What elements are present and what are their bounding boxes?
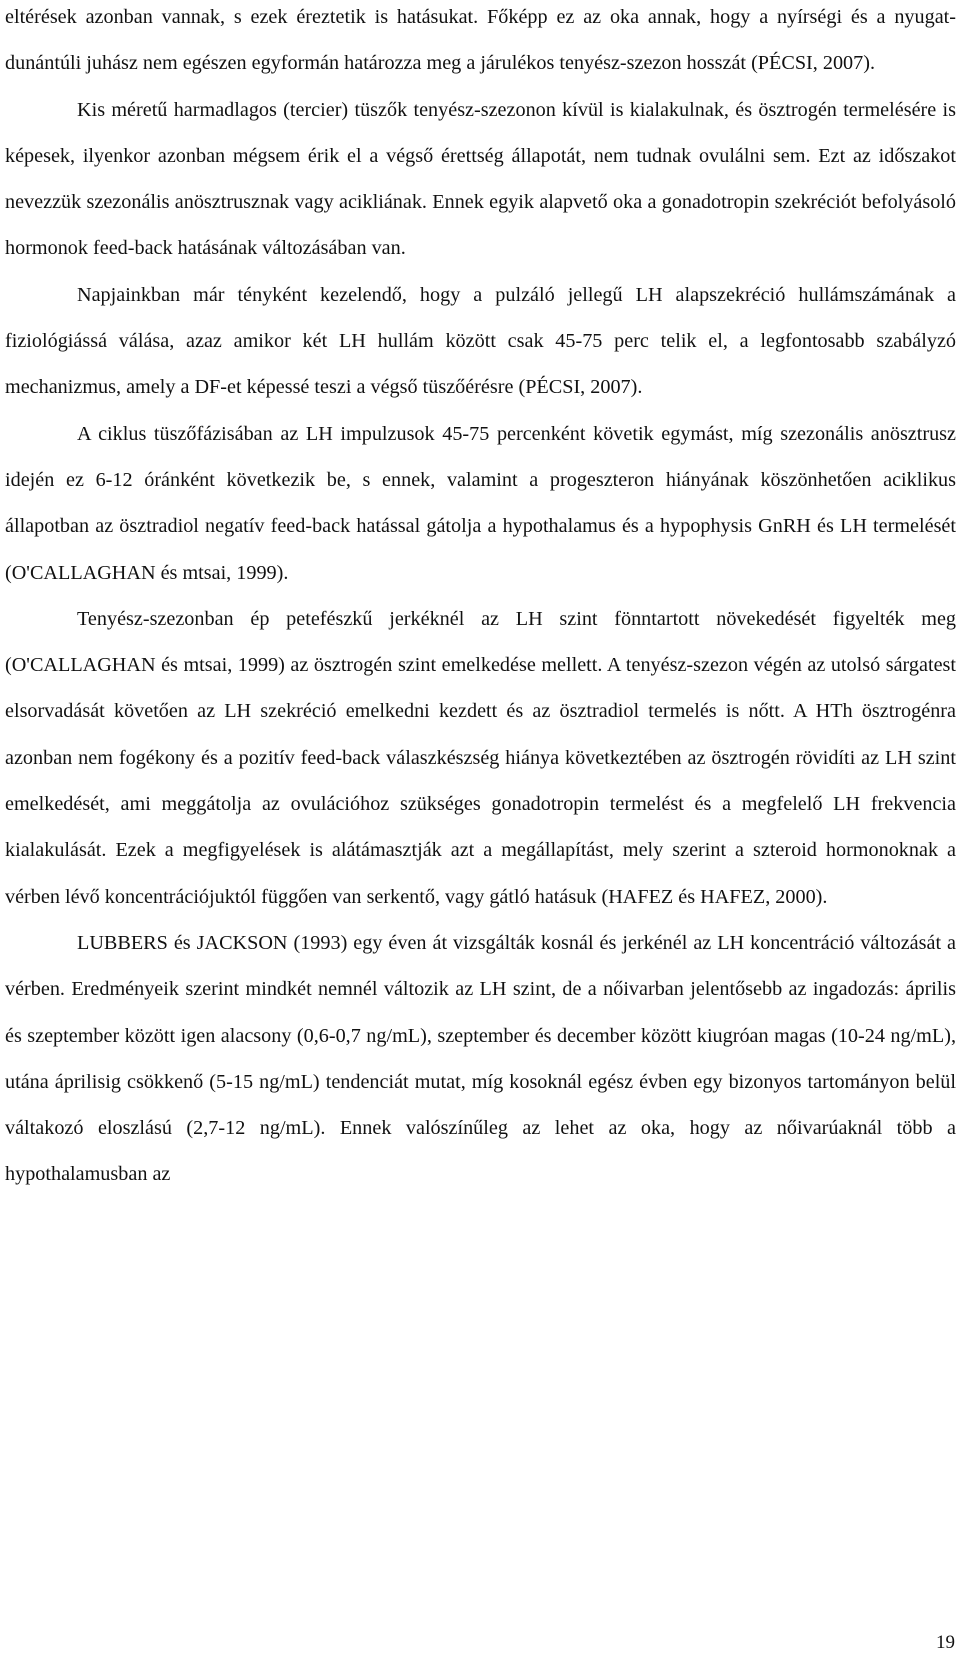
paragraph-2: Kis méretű harmadlagos (tercier) tüszők tenyész-szezonon kívül is kialakulnak, és ösztrogén termelésére is képesek, ilyenkor azonban mégsem érik el a végső érettség állapotát, nem tudnak ovulálni sem. Ezt az időszakot nevezzük szezonális anösztrusznak vagy acikliának. Ennek egyik alapvető oka a gonadotropin szekréciót befolyásoló hormonok feed-back hatásának változásában van. xyxy=(5,98,956,260)
page-number: 19 xyxy=(936,1632,955,1653)
paragraph-5: Tenyész-szezonban ép petefészkű jerkéknél az LH szint fönntartott növekedését figyelték meg (O'CALLAGHAN és mtsai, 1999) az ösztrogén szint emelkedése mellett. A tenyész-szezon végén az utolsó sárgatest elsorvadását követően az LH szekréció emelkedni kezdett és az ösztradiol termelés is nőtt. A HTh ösztrogénra azonban nem fogékony és a pozitív feed-back válaszkészség hiánya következtében az ösztrogén rövidíti az LH szint emelkedését, ami meggátolja az ovulációhoz szükséges gonadotropin termelést és a megfelelő LH frekvencia kialakulását. Ezek a megfigyelések is alátámasztják azt a megállapítást, mely szerint a szteroid hormonoknak a vérben lévő koncentrációjuktól függően van serkentő, vagy gátló hatásuk (HAFEZ és HAFEZ, 2000). xyxy=(5,607,956,908)
paragraph-6: LUBBERS és JACKSON (1993) egy éven át vizsgálták kosnál és jerkénél az LH koncentráció változását a vérben. Eredményeik szerint mindkét nemnél változik az LH szint, de a nőivarban jelentősebb az ingadozás: április és szeptember között igen alacsony (0,6-0,7 ng/mL), szeptember és december között kiugróan magas (10-24 ng/mL), utána áprilisig csökkenő (5-15 ng/mL) tendenciát mutat, míg kosoknál egész évben egy bizonyos tartományon belül váltakozó eloszlású (2,7-12 ng/mL). Ennek valószínűleg az lehet az oka, hogy az nőivarúaknál több a hypothalamusban az xyxy=(5,931,956,1186)
document-page xyxy=(5,0,956,1198)
paragraph-4: A ciklus tüszőfázisában az LH impulzusok 45-75 percenként követik egymást, míg szezonális anösztrusz idején ez 6-12 óránként következik be, s ennek, valamint a progeszteron hiányának köszönhetően aciklikus állapotban az ösztradiol negatív feed-back hatással gátolja a hypothalamus és a hypophysis GnRH és LH termelését (O'CALLAGHAN és mtsai, 1999). xyxy=(5,422,956,584)
paragraph-3: Napjainkban már tényként kezelendő, hogy a pulzáló jellegű LH alapszekréció hullámszámának a fiziológiássá válása, azaz amikor két LH hullám között csak 45-75 perc telik el, a legfontosabb szabályzó mechanizmus, amely a DF-et képessé teszi a végső tüszőérésre (PÉCSI, 2007). xyxy=(5,283,956,399)
paragraph-1: eltérések azonban vannak, s ezek éreztetik is hatásukat. Főképp ez az oka annak, hogy a nyírségi és a nyugat-dunántúli juhász nem egészen egyformán határozza meg a járulékos tenyész-szezon hosszát (PÉCSI, 2007). xyxy=(5,6,956,75)
